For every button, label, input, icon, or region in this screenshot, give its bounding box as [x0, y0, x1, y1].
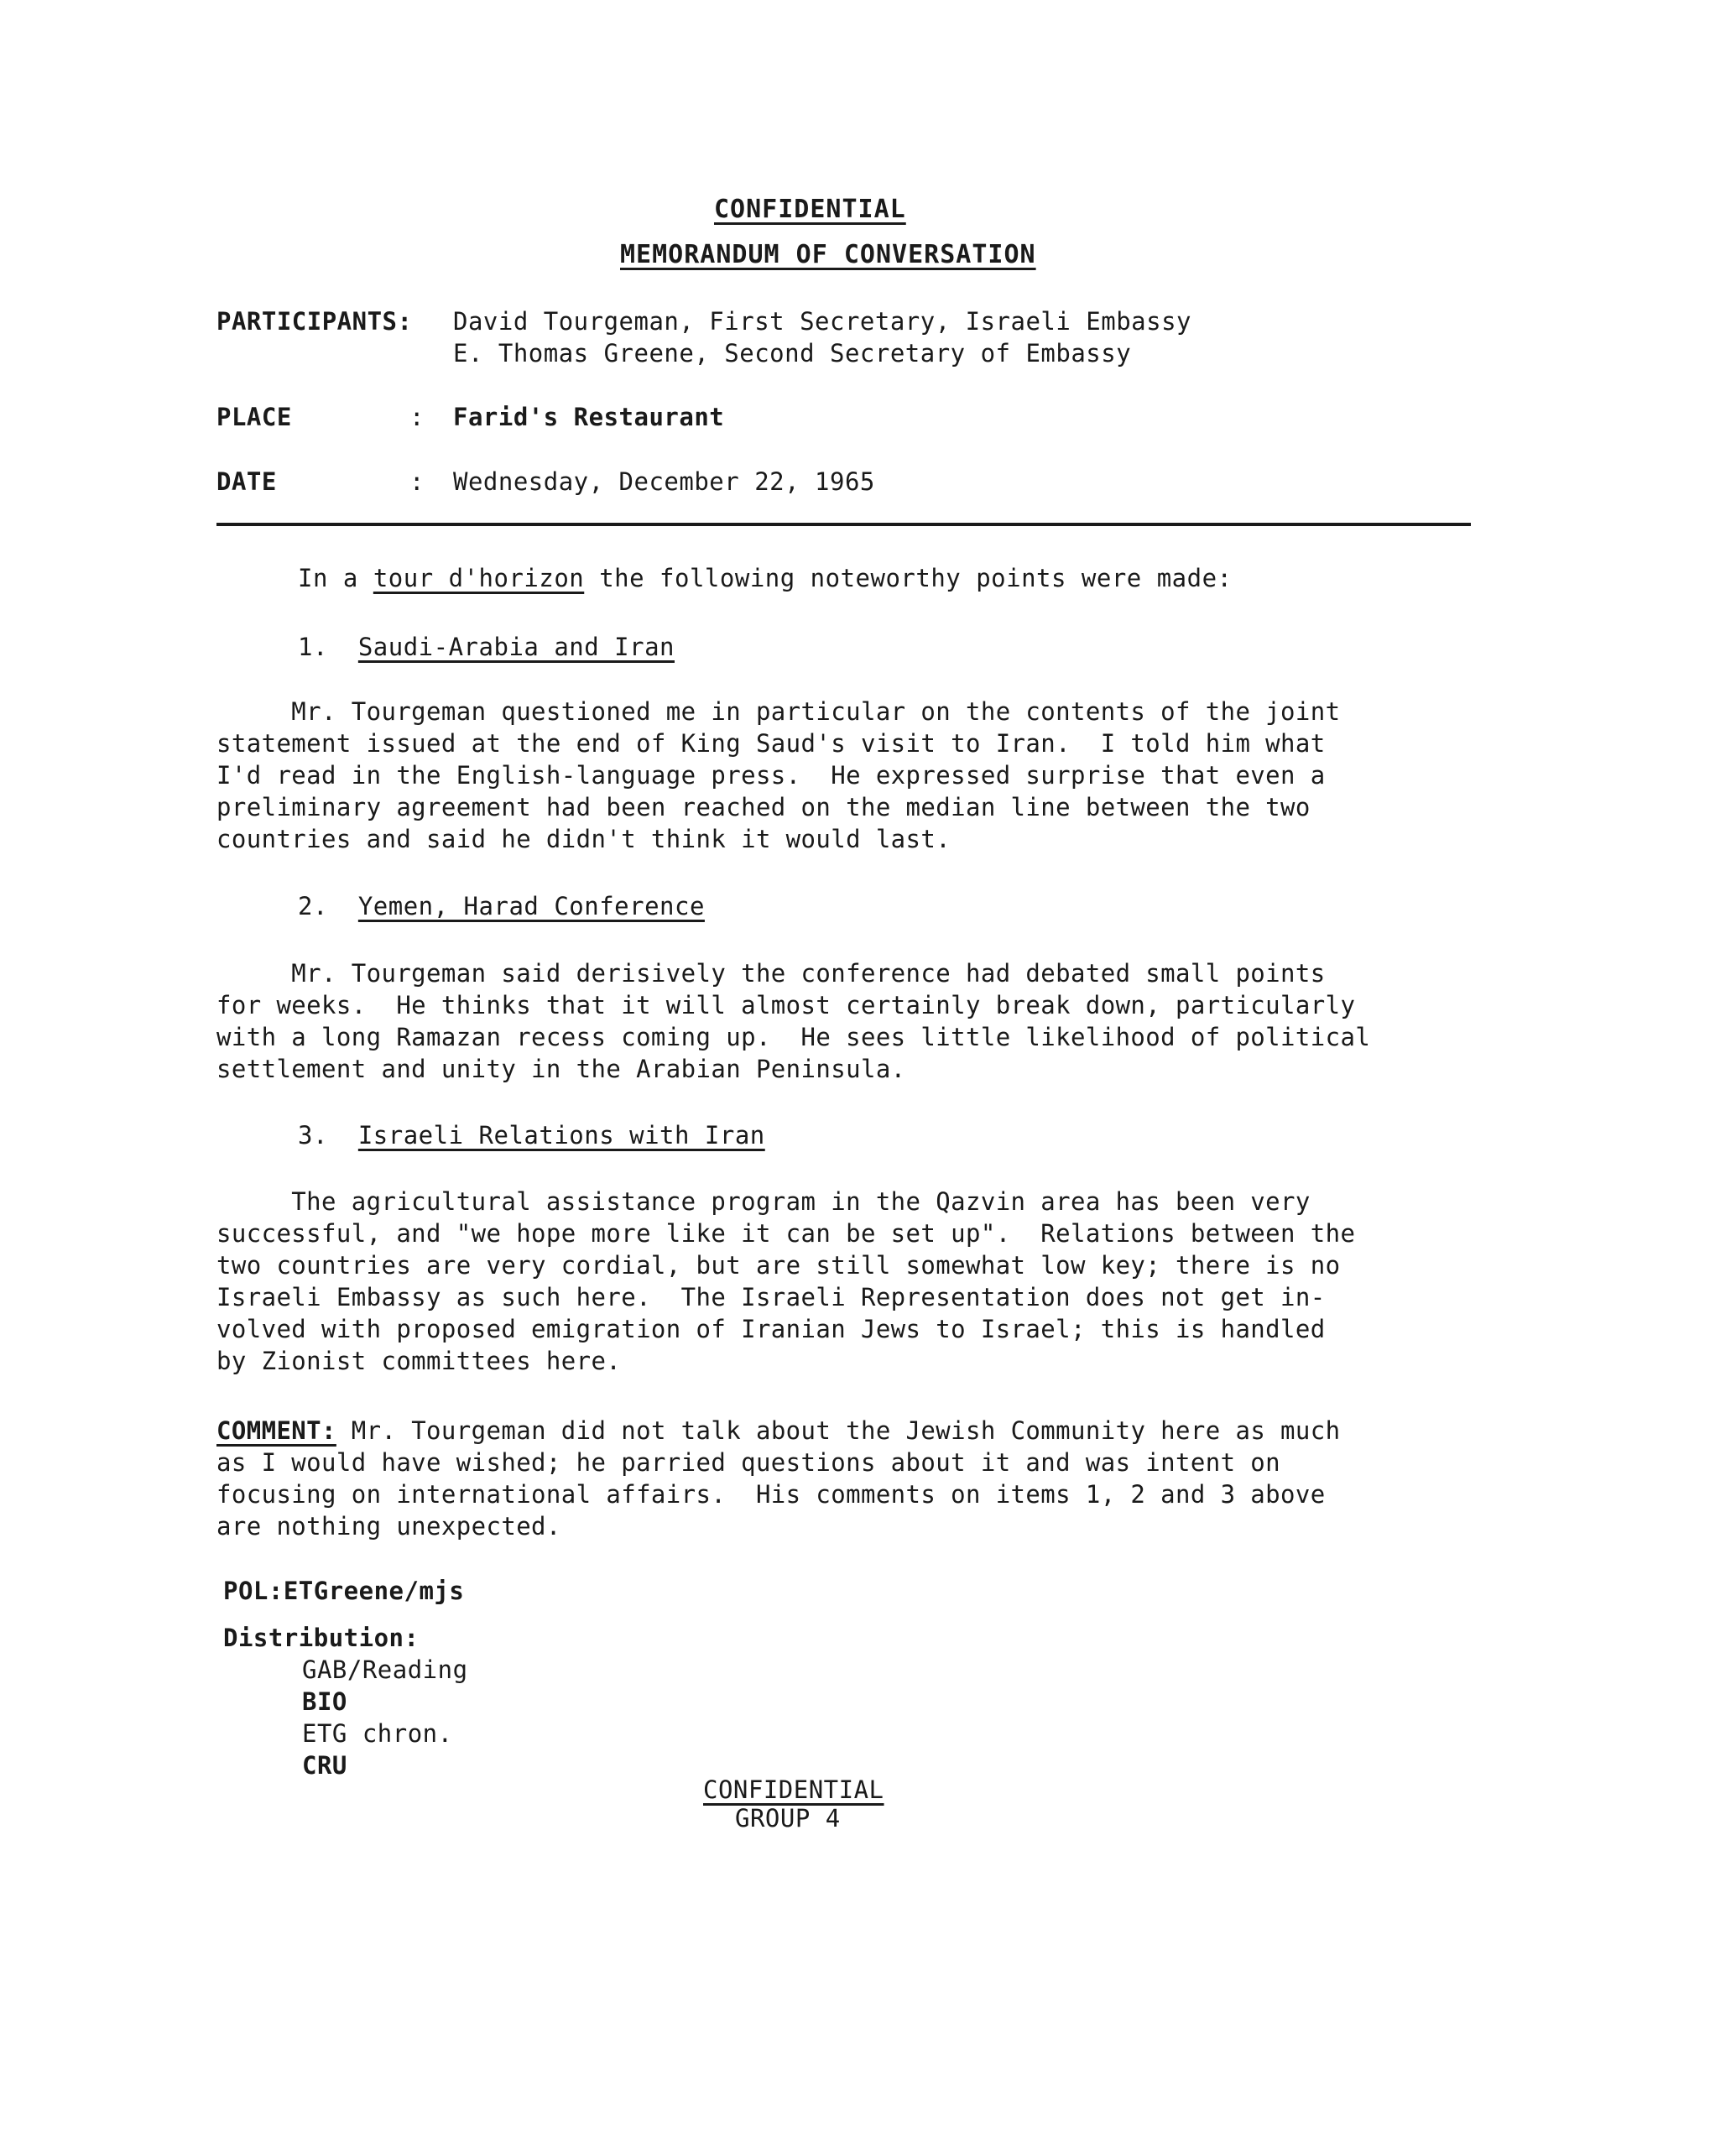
place-label: PLACE — [216, 403, 292, 431]
section-number: 1. — [298, 633, 328, 661]
date-separator: : — [409, 467, 425, 496]
section-1-body — [216, 696, 1340, 855]
section-2-heading — [298, 892, 705, 920]
body-line: Mr. Tourgeman questioned me in particular on the contents of the joint — [216, 697, 1341, 726]
body-line: preliminary agreement had been reached on the median line between the two — [216, 793, 1311, 821]
date-value: Wednesday, December 22, 1965 — [453, 467, 875, 496]
body-line: countries and said he didn't think it would last. — [216, 825, 951, 853]
body-line: with a long Ramazan recess coming up. He sees little likelihood of political — [216, 1023, 1371, 1051]
distribution-item: GAB/Reading — [302, 1655, 468, 1684]
distribution-item: ETG chron. — [302, 1719, 453, 1748]
comment-line: are nothing unexpected. — [216, 1512, 561, 1541]
section-3-body — [216, 1186, 1355, 1377]
comment-first-line — [216, 1415, 1340, 1447]
body-line: by Zionist committees here. — [216, 1347, 622, 1375]
classification-top: CONFIDENTIAL — [714, 195, 906, 224]
body-line: settlement and unity in the Arabian Peninsula. — [216, 1055, 906, 1083]
section-1-heading — [298, 633, 675, 661]
header-divider — [216, 523, 1471, 526]
memo-title: MEMORANDUM OF CONVERSATION — [620, 240, 1036, 269]
distribution-item: CRU — [302, 1751, 347, 1780]
section-title: Yemen, Harad Conference — [357, 892, 705, 920]
distribution-label: Distribution: — [223, 1624, 420, 1652]
section-title: Saudi-Arabia and Iran — [357, 633, 675, 661]
section-number: 3. — [298, 1121, 328, 1150]
comment-line: Mr. Tourgeman did not talk about the Jewish Community here as much — [336, 1416, 1341, 1445]
section-3-heading — [298, 1121, 765, 1150]
intro-line — [298, 564, 1233, 592]
participant-1: David Tourgeman, First Secretary, Israeli Embassy — [453, 307, 1192, 336]
comment-line: as I would have wished; he parried questions about it and was intent on — [216, 1448, 1281, 1477]
body-line: for weeks. He thinks that it will almost certainly break down, particularly — [216, 991, 1356, 1019]
section-number: 2. — [298, 892, 328, 920]
section-title: Israeli Relations with Iran — [357, 1121, 765, 1150]
classification-bottom: CONFIDENTIAL — [703, 1775, 884, 1804]
comment-line: focusing on international affairs. His comments on items 1, 2 and 3 above — [216, 1480, 1326, 1509]
section-2-body — [216, 957, 1370, 1085]
body-line: The agricultural assistance program in the Qazvin area has been very — [216, 1187, 1311, 1216]
body-line: Mr. Tourgeman said derisively the conference had debated small points — [216, 959, 1326, 988]
participants-label: PARTICIPANTS: — [216, 307, 413, 336]
intro-suffix: the following noteworthy points were made: — [599, 564, 1233, 592]
place-separator: : — [409, 403, 425, 431]
body-line: two countries are very cordial, but are still somewhat low key; there is no — [216, 1251, 1341, 1280]
body-line: Israeli Embassy as such here. The Israeli Representation does not get in- — [216, 1283, 1326, 1311]
body-line: successful, and "we hope more like it can be set up". Relations between the — [216, 1219, 1356, 1248]
distribution-item: BIO — [302, 1687, 347, 1716]
group-marking: GROUP 4 — [735, 1804, 841, 1833]
comment-label: COMMENT: — [216, 1416, 336, 1445]
body-line: statement issued at the end of King Saud's visit to Iran. I told him what — [216, 729, 1326, 758]
date-label: DATE — [216, 467, 277, 496]
participant-2: E. Thomas Greene, Second Secretary of Embassy — [453, 339, 1132, 368]
body-line: volved with proposed emigration of Iranian Jews to Israel; this is handled — [216, 1315, 1326, 1343]
comment-block — [216, 1415, 1340, 1542]
place-value: Farid's Restaurant — [453, 403, 725, 431]
drafter-line: POL:ETGreene/mjs — [223, 1577, 465, 1605]
intro-emphasis: tour d'horizon — [373, 564, 585, 592]
intro-prefix: In a — [298, 564, 358, 592]
body-line: I'd read in the English-language press. He expressed surprise that even a — [216, 761, 1326, 790]
